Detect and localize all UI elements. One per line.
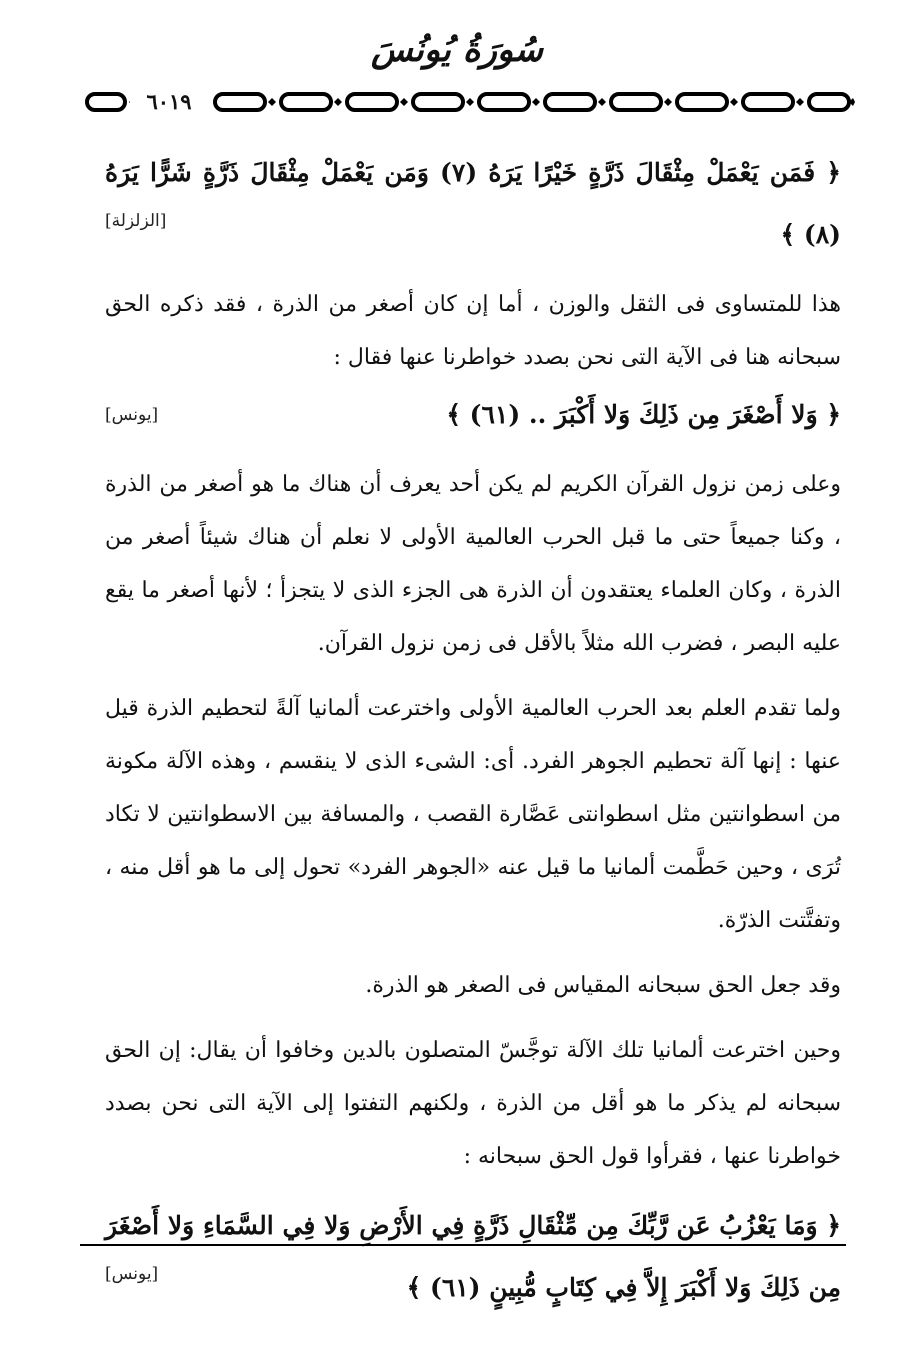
paragraph-3: ولما تقدم العلم بعد الحرب العالمية الأولى واخترعت ألمانيا آلةً لتحطيم الذرة قيل عنها : إنها آلة تحطيم الجوهر الفرد. أى: الشىء الذى لا ينقسم ، وهذه الآلة مكونة من اسطوانتين مثل اسطوانتى عَصَّارة القصب ، والمسافة بين الاسطوانتين لا تكاد تُرَى ، وحين حَطَّمت ألمانيا ما قيل عنه «الجوهر الفرد» تحول إلى ما هو أقل منه ، وتفتَّتت الذرّة. xyxy=(105,696,841,933)
paragraph-5: وحين اخترعت ألمانيا تلك الآلة توجَّسّ المتصلون بالدين وخافوا أن يقال: إن الحق سبحانه لم يذكر ما هو أقل من الذرة ، ولكنهم التفتوا إلى الآية التى نحن بصدد خواطرنا عنها ، فقرأوا قول الحق سبحانه : xyxy=(105,1038,841,1169)
verse-reference: [يونس] xyxy=(105,405,159,425)
surah-title: سُورَةُ يُونُسَ xyxy=(371,30,543,70)
paragraph-1: هذا للمتساوى فى الثقل والوزن ، أما إن كان أصغر من الذرة ، فقد ذكره الحق سبحانه هنا فى الآية التى نحن بصدد خواطرنا عنها فقال : xyxy=(105,292,841,370)
footer-divider xyxy=(80,1244,846,1246)
verse-text: ﴿ وَلا أَصْغَرَ مِن ذَلِكَ وَلا أَكْبَرَ .. (٦١) ﴾ xyxy=(446,400,841,429)
paragraph-2: وعلى زمن نزول القرآن الكريم لم يكن أحد يعرف أن هناك ما هو أصغر من الذرة ، وكنا جميعاً حتى ما قبل الحرب العالمية الأولى لا نعلم أن هناك شيئاً أصغر من الذرة ، وكان العلماء يعتقدون أن الذرة هى الجزء الذى لا يتجزأ ؛ لأنها أصغر ما يقع عليه البصر ، فضرب الله مثلاً بالأقل فى زمن نزول القرآن. xyxy=(105,472,841,656)
quran-verse-zalzalah xyxy=(105,142,841,266)
page-number: ٦٠١٩ xyxy=(130,90,208,114)
verse-reference: [يونس] xyxy=(105,1264,159,1284)
verse-text: ﴿ وَمَا يَعْزُبُ عَن رَّبِّكَ مِن مِّثْقَالِ ذَرَّةٍ فِي الأَرْضِ وَلا فِي السَّمَاءِ وَلا أَصْغَرَ مِن ذَلِكَ وَلا أَكْبَرَ إِلاَّ فِي كِتَابٍ مُّبِينٍ (٦١) ﴾ xyxy=(105,1211,841,1302)
verse-reference: [الزلزلة] xyxy=(105,211,167,231)
quran-verse-yunus-short xyxy=(105,384,841,446)
quran-verse-yunus-full xyxy=(105,1195,841,1319)
paragraph-4: وقد جعل الحق سبحانه المقياس فى الصغر هو الذرة. xyxy=(365,973,841,998)
verse-text: ﴿ فَمَن يَعْمَلْ مِثْقَالَ ذَرَّةٍ خَيْرًا يَرَهُ (٧) وَمَن يَعْمَلْ مِثْقَالَ ذَرَّةٍ شَرًّا يَرَهُ (٨) ﴾ xyxy=(105,158,842,249)
page-content xyxy=(105,142,841,1319)
